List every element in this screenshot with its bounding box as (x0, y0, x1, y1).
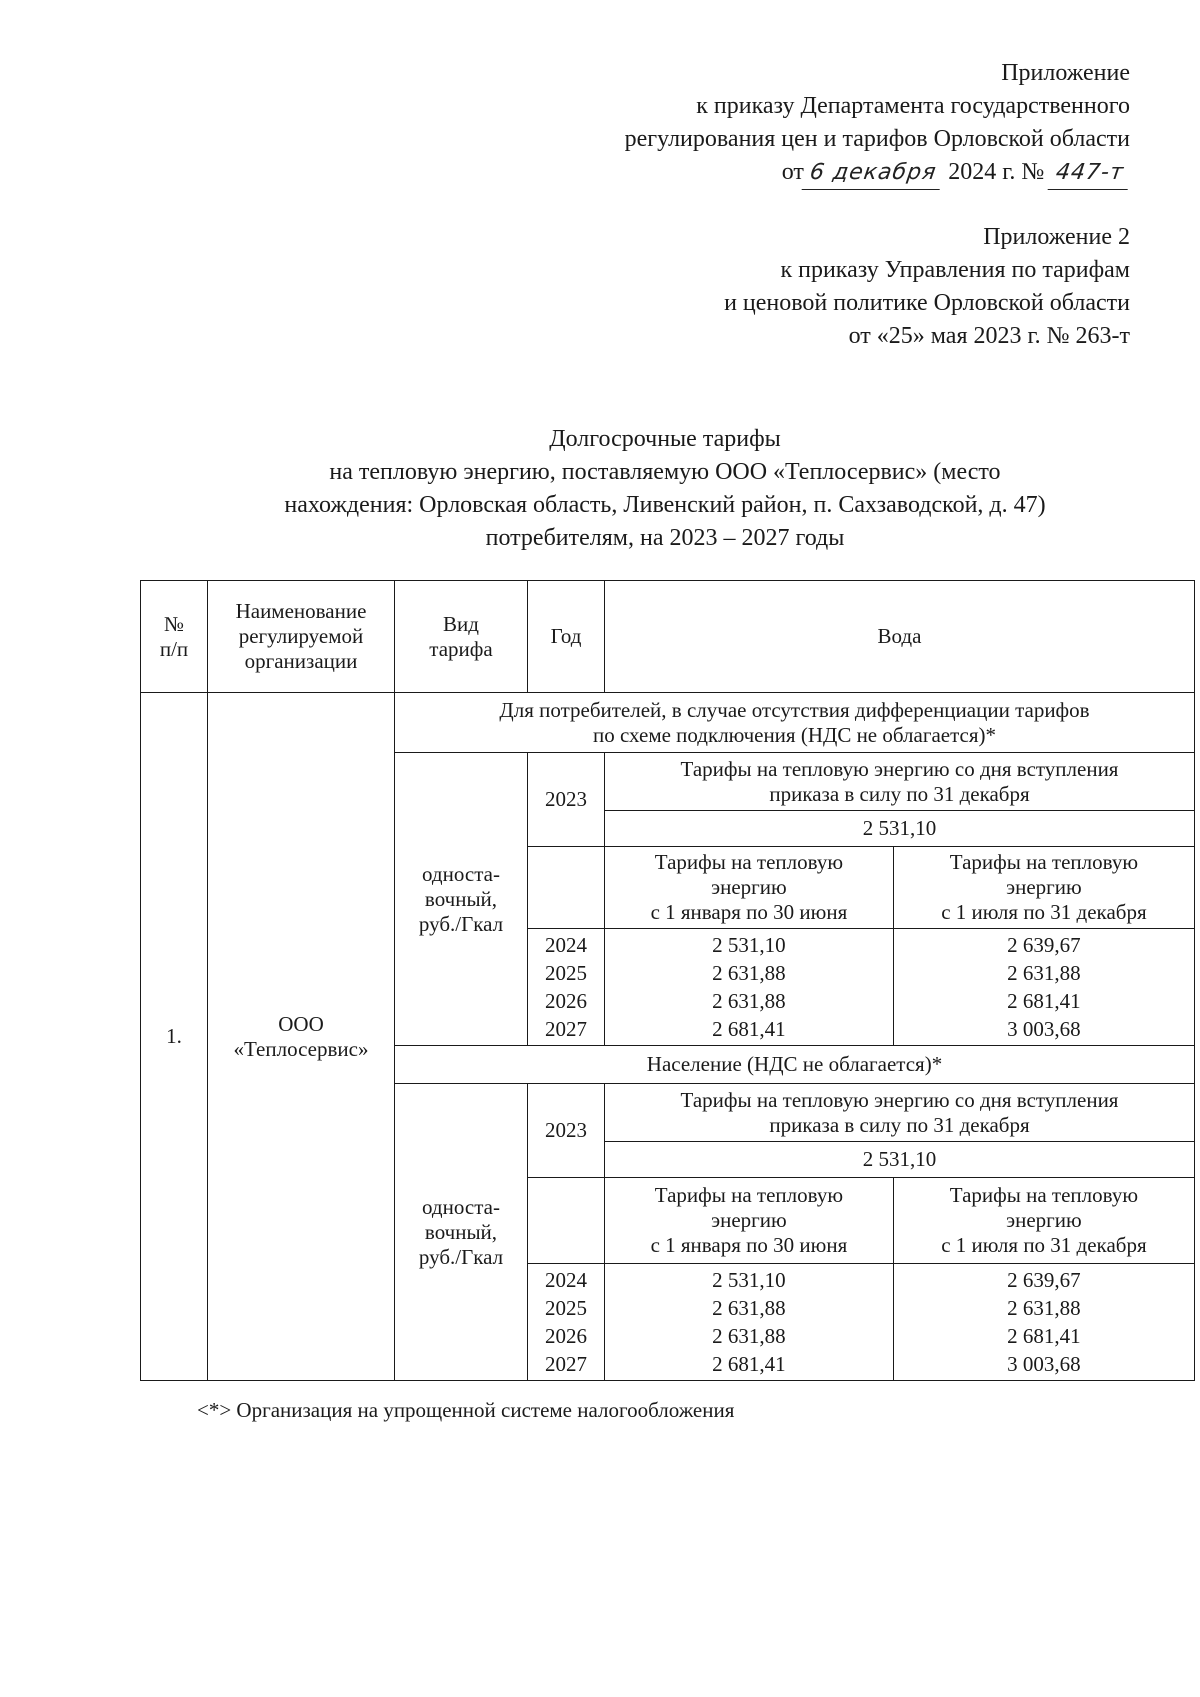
half2-label-2-line-2: энергию (1006, 1208, 1082, 1232)
empty-year-cell-2 (528, 1178, 605, 1264)
value-cell: 2 631,88 (712, 1324, 786, 1348)
first-period-value-1: 2 531,10 (605, 811, 1195, 847)
years-list-1 (528, 929, 605, 1046)
section-1-title-line-2: по схеме подключения (НДС не облагается)* (592, 722, 997, 747)
from-label: от (781, 159, 804, 185)
header-org-line-1: Наименование (235, 599, 367, 623)
year-2027: 2027 (545, 1352, 587, 1376)
header-org-line-2: регулируемой (238, 624, 364, 648)
first-label-2-line-1: Тарифы на тепловую энергию со дня вступления (680, 1087, 1119, 1112)
first-period-label-2 (605, 1084, 1195, 1142)
title-line-4: потребителям, на 2023 – 2027 годы (485, 525, 845, 551)
value-cell: 2 631,88 (1007, 961, 1081, 985)
value-cell: 2 681,41 (712, 1352, 786, 1376)
organization-name (208, 693, 395, 1381)
title-line-3: нахождения: Орловская область, Ливенский район, п. Сахзаводской, д. 47) (284, 492, 1046, 518)
table-header-row (141, 581, 1195, 693)
appendix2-title: Приложение 2 (983, 224, 1130, 250)
half2-label-2 (893, 1178, 1194, 1264)
header-tariff-kind (395, 581, 528, 693)
value-cell: 3 003,68 (1007, 1352, 1081, 1376)
half1-label-2 (605, 1178, 894, 1264)
kind-1-line-1: односта- (422, 861, 500, 886)
appendix-line-3: регулирования цен и тарифов Орловской области (624, 126, 1130, 152)
half2-label-1-line-1: Тарифы на тепловую (949, 850, 1139, 874)
years-list-2 (528, 1264, 605, 1381)
half2-label-1 (893, 847, 1194, 929)
appendix2-line-2: к приказу Управления по тарифам (780, 257, 1130, 283)
value-cell: 2 631,88 (712, 961, 786, 985)
appendix-title: Приложение (1001, 60, 1130, 86)
kind-1-line-2: вочный, (424, 886, 498, 911)
document-title (120, 423, 1200, 555)
year-2024: 2024 (545, 1268, 587, 1292)
handwritten-date: 6 декабря (802, 156, 945, 190)
year-2025: 2025 (545, 1296, 587, 1320)
org-line-2: «Теплосервис» (233, 1036, 369, 1061)
header-number (141, 581, 208, 693)
half1-values-1 (605, 929, 894, 1046)
first-period-label-1 (605, 753, 1195, 811)
year-2026: 2026 (545, 989, 587, 1013)
header-kind-line-2: тарифа (429, 636, 493, 661)
kind-2-line-1: односта- (422, 1194, 500, 1219)
row-number: 1. (141, 693, 208, 1381)
first-label-1-line-1: Тарифы на тепловую энергию со дня вступления (680, 756, 1119, 781)
value-cell: 2 681,41 (1007, 1324, 1081, 1348)
half2-label-2-line-1: Тарифы на тепловую (949, 1183, 1139, 1207)
value-cell: 2 631,88 (712, 989, 786, 1013)
kind-2-line-3: руб./Гкал (418, 1244, 504, 1269)
section-title-row (141, 693, 1195, 753)
appendix-header-1 (625, 57, 1130, 190)
footnote: <*> Организация на упрощенной системе налогообложения (197, 1398, 735, 1422)
value-cell: 2 531,10 (712, 933, 786, 957)
header-organization (208, 581, 395, 693)
half2-label-2-line-3: с 1 июля по 31 декабря (941, 1233, 1147, 1257)
half2-values-1 (893, 929, 1194, 1046)
first-label-1-line-2: приказа в силу по 31 декабря (769, 781, 1030, 806)
empty-year-cell-1 (528, 847, 605, 929)
appendix2-line-3: и ценовой политике Орловской области (724, 290, 1130, 316)
handwritten-number: 447-т (1048, 156, 1133, 190)
tariff-kind-2 (395, 1084, 528, 1381)
year-label: 2024 г. № (948, 159, 1045, 185)
year-2025: 2025 (545, 961, 587, 985)
value-cell: 2 631,88 (712, 1296, 786, 1320)
tariff-table (140, 580, 1195, 1381)
half1-label-2-line-2: энергию (711, 1208, 787, 1232)
first-period-value-2: 2 531,10 (605, 1142, 1195, 1178)
kind-2-line-2: вочный, (424, 1219, 498, 1244)
header-number-line-1: № (163, 611, 185, 636)
header-kind-line-1: Вид (443, 611, 479, 636)
half1-label-1 (605, 847, 894, 929)
value-cell: 2 681,41 (712, 1017, 786, 1041)
value-cell: 3 003,68 (1007, 1017, 1081, 1041)
kind-1-line-3: руб./Гкал (418, 911, 504, 936)
section-title-1 (395, 693, 1195, 753)
section-1-title-line-1: Для потребителей, в случае отсутствия дифференциации тарифов (499, 697, 1090, 722)
title-line-1: Долгосрочные тарифы (549, 426, 781, 452)
value-cell: 2 531,10 (712, 1268, 786, 1292)
header-water: Вода (605, 581, 1195, 693)
title-line-2: на тепловую энергию, поставляемую ООО «Теплосервис» (место (329, 459, 1001, 485)
header-number-line-2: п/п (159, 636, 189, 661)
half1-label-1-line-2: энергию (711, 875, 787, 899)
org-line-1: ООО (278, 1011, 324, 1036)
half1-label-2-line-3: с 1 января по 30 июня (650, 1233, 848, 1257)
half1-label-1-line-3: с 1 января по 30 июня (650, 900, 848, 924)
value-cell: 2 639,67 (1007, 933, 1081, 957)
half2-label-1-line-3: с 1 июля по 31 декабря (941, 900, 1147, 924)
section-title-2: Население (НДС не облагается)* (395, 1046, 1195, 1084)
half2-label-1-line-2: энергию (1006, 875, 1082, 899)
half1-label-2-line-1: Тарифы на тепловую (654, 1183, 844, 1207)
appendix-header-2 (724, 221, 1130, 353)
value-cell: 2 631,88 (1007, 1296, 1081, 1320)
year-2027: 2027 (545, 1017, 587, 1041)
year-2024: 2024 (545, 933, 587, 957)
year-2023-2: 2023 (528, 1084, 605, 1178)
half1-values-2 (605, 1264, 894, 1381)
half2-values-2 (893, 1264, 1194, 1381)
year-2023-1: 2023 (528, 753, 605, 847)
header-year: Год (528, 581, 605, 693)
appendix2-line-4: от «25» мая 2023 г. № 263-т (848, 323, 1130, 349)
year-2026: 2026 (545, 1324, 587, 1348)
header-org-line-3: организации (244, 649, 358, 673)
appendix-line-2: к приказу Департамента государственного (696, 93, 1130, 119)
tariff-kind-1 (395, 753, 528, 1046)
value-cell: 2 681,41 (1007, 989, 1081, 1013)
appendix-date-line (625, 156, 1130, 190)
first-label-2-line-2: приказа в силу по 31 декабря (769, 1112, 1030, 1137)
value-cell: 2 639,67 (1007, 1268, 1081, 1292)
half1-label-1-line-1: Тарифы на тепловую (654, 850, 844, 874)
